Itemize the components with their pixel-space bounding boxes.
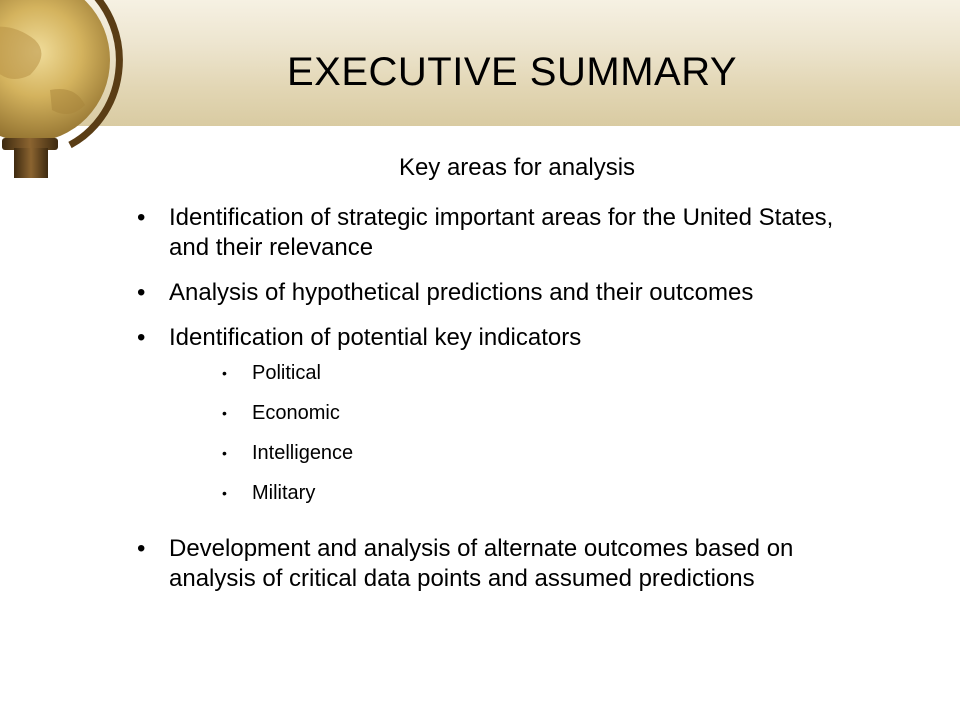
bullet-list <box>132 203 872 594</box>
bullet-text: Analysis of hypothetical predictions and their outcomes <box>169 279 754 306</box>
bullet-text: Identification of potential key indicators <box>169 324 582 351</box>
bullet-dot: • <box>137 535 146 562</box>
sub-bullet-item <box>169 359 872 399</box>
slide-title: EXECUTIVE SUMMARY <box>286 50 738 94</box>
sub-bullet-list <box>169 359 872 519</box>
bullet-text: Development and analysis of alternate outcomes based on analysis of critical data points and assumed predictions <box>169 535 794 592</box>
bullet-dot: • <box>137 204 146 231</box>
sub-bullet-dot: • <box>222 485 227 501</box>
sub-bullet-item <box>169 479 872 519</box>
sub-bullet-item <box>169 439 872 479</box>
bullet-item <box>132 534 872 594</box>
bullet-item <box>132 278 872 308</box>
sub-bullet-dot: • <box>222 445 227 461</box>
bullet-dot: • <box>137 324 146 351</box>
bullet-item <box>132 323 872 519</box>
sub-bullet-text: Economic <box>252 402 340 424</box>
sub-bullet-item <box>169 399 872 439</box>
bullet-text: Identification of strategic important areas for the United States, and their relevance <box>169 204 834 261</box>
bullet-dot: • <box>137 279 146 306</box>
slide-subtitle: Key areas for analysis <box>398 154 636 181</box>
sub-bullet-dot: • <box>222 405 227 421</box>
sub-bullet-dot: • <box>222 365 227 381</box>
sub-bullet-text: Intelligence <box>252 442 354 464</box>
sub-bullet-text: Political <box>252 362 321 384</box>
slide-content <box>132 148 872 594</box>
sub-bullet-text: Military <box>252 482 316 504</box>
bullet-item <box>132 203 872 263</box>
